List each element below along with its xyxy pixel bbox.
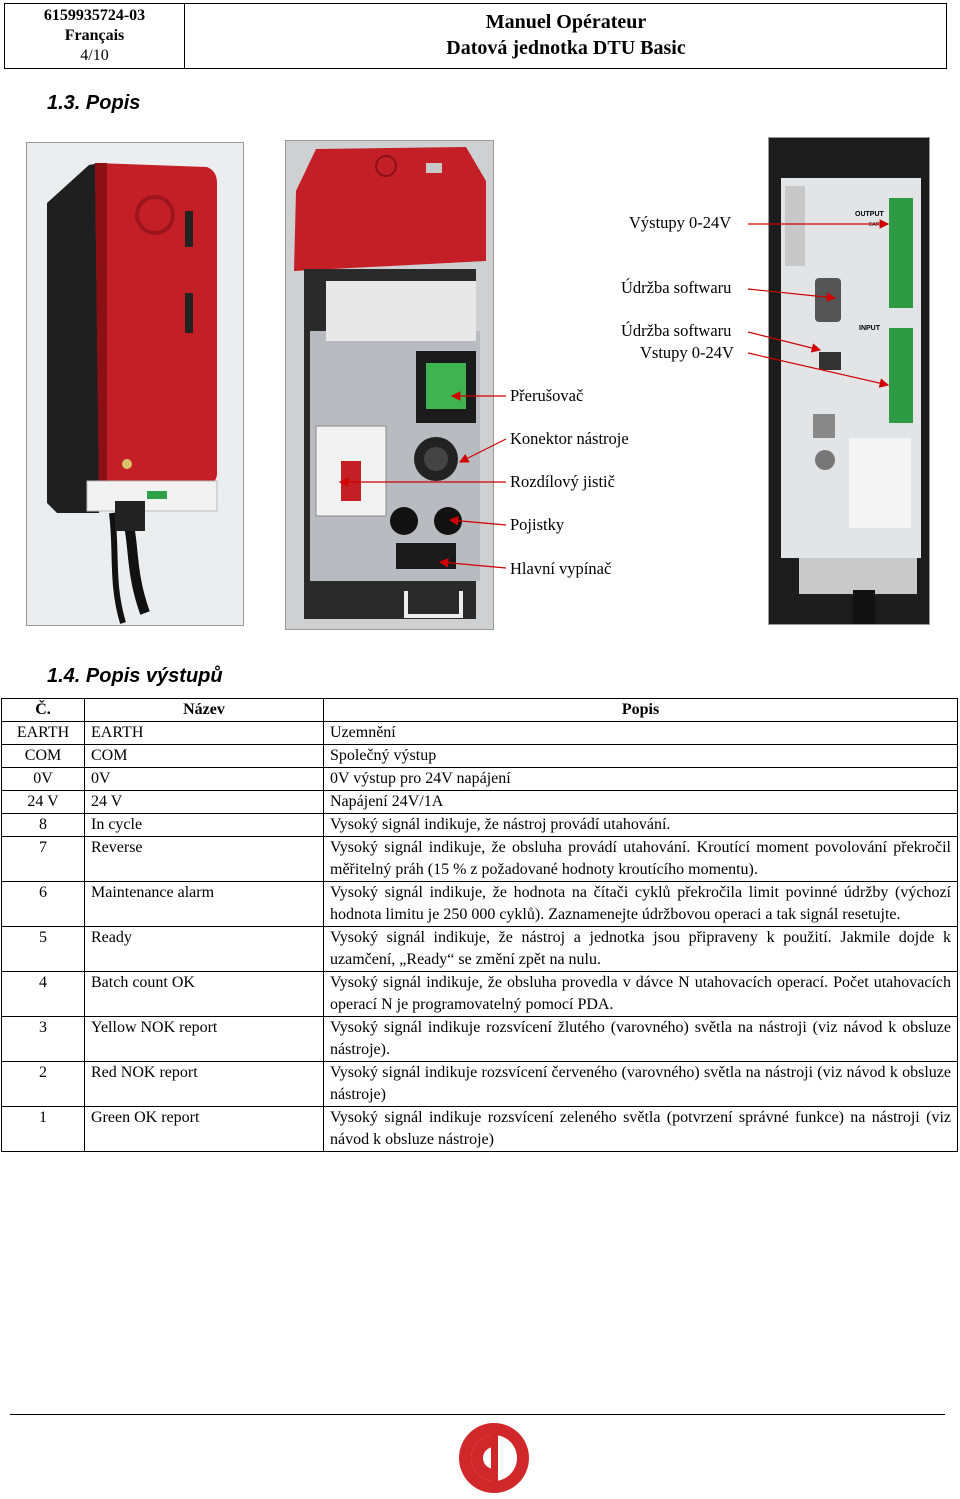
- page-number: 4/10: [80, 47, 109, 64]
- cell-name: Red NOK report: [85, 1062, 324, 1107]
- cell-number: 2: [2, 1062, 85, 1107]
- table-row: [2, 745, 958, 768]
- callout-tool-connector: Konektor nástroje: [510, 429, 629, 448]
- table-row: [2, 768, 958, 791]
- cell-description: Vysoký signál indikuje rozsvícení červeného (varovného) světla na nástroji (viz návod k obsluze nástroje): [324, 1062, 958, 1107]
- cell-number: 4: [2, 972, 85, 1017]
- callout-main-switch: Hlavní vypínač: [510, 559, 612, 578]
- section-heading-1-4: 1.4. Popis výstupů: [47, 665, 223, 687]
- callout-rcd: Rozdílový jistič: [510, 472, 615, 491]
- cell-description: Uzemnění: [324, 722, 958, 745]
- table-row: [2, 972, 958, 1017]
- table-row: [2, 722, 958, 745]
- doc-number: 6159935724-03: [43, 7, 146, 24]
- cell-number: 7: [2, 837, 85, 882]
- cell-description: Vysoký signál indikuje, že nástroj a jednotka jsou připraveny k použití. Jakmile dojde k uzamčení, „Ready“ se změní zpět na nulu.: [324, 927, 958, 972]
- cell-name: 24 V: [85, 791, 324, 814]
- cell-number: COM: [2, 745, 85, 768]
- cell-description: Napájení 24V/1A: [324, 791, 958, 814]
- cell-name: EARTH: [85, 722, 324, 745]
- callout-fuses: Pojistky: [510, 515, 565, 534]
- outputs-table: [1, 698, 958, 1152]
- col-header-name: Název: [85, 699, 324, 722]
- cell-description: 0V výstup pro 24V napájení: [324, 768, 958, 791]
- cell-number: 6: [2, 882, 85, 927]
- table-row: [2, 791, 958, 814]
- col-header-number: Č.: [2, 699, 85, 722]
- cell-number: 5: [2, 927, 85, 972]
- section-heading-1-3: 1.3. Popis: [47, 92, 141, 114]
- panel-earth-label: EARTH: [869, 222, 886, 228]
- cell-description: Vysoký signál indikuje, že hodnota na čítači cyklů překročila limit povinné údržby (výchozí hodnota limitu je 250 000 cyklů). Zaznamenejte údržbovou operaci a tak signál resetujte.: [324, 882, 958, 927]
- table-row: [2, 1062, 958, 1107]
- cell-number: 8: [2, 814, 85, 837]
- doc-subtitle: Datová jednotka DTU Basic: [446, 37, 686, 59]
- cell-description: Vysoký signál indikuje, že obsluha provedla v dávce N utahovacích operací. Počet utahovacích operací N je programovatelný pomocí PDA.: [324, 972, 958, 1017]
- cell-name: Yellow NOK report: [85, 1017, 324, 1062]
- cell-number: 24 V: [2, 791, 85, 814]
- callout-software-maintenance-2: Údržba softwaru: [621, 321, 732, 340]
- cell-name: COM: [85, 745, 324, 768]
- table-row: [2, 927, 958, 972]
- doc-title: Manuel Opérateur: [485, 11, 647, 33]
- cell-name: In cycle: [85, 814, 324, 837]
- panel-input-label: INPUT: [859, 325, 880, 332]
- table-row: [2, 814, 958, 837]
- cell-description: Společný výstup: [324, 745, 958, 768]
- table-row: [2, 1107, 958, 1152]
- table-row: [2, 837, 958, 882]
- cell-name: Ready: [85, 927, 324, 972]
- col-header-description: Popis: [324, 699, 958, 722]
- cell-name: Reverse: [85, 837, 324, 882]
- cell-number: EARTH: [2, 722, 85, 745]
- table-row: [2, 882, 958, 927]
- cell-name: Batch count OK: [85, 972, 324, 1017]
- table-header-row: [2, 699, 958, 722]
- cell-name: Maintenance alarm: [85, 882, 324, 927]
- panel-output-label: OUTPUT: [855, 211, 884, 218]
- callout-software-maintenance-1: Údržba softwaru: [621, 278, 732, 297]
- table-row: [2, 1017, 958, 1062]
- callout-inputs: Vstupy 0-24V: [640, 343, 734, 362]
- callout-arrows: [0, 0, 960, 700]
- cell-number: 0V: [2, 768, 85, 791]
- cell-description: Vysoký signál indikuje, že nástroj provádí utahování.: [324, 814, 958, 837]
- cell-description: Vysoký signál indikuje, že obsluha provádí utahování. Kroutící moment povolování překročil měřitelný práh (15 % z požadované hodnoty kroutícího momentu).: [324, 837, 958, 882]
- cell-number: 3: [2, 1017, 85, 1062]
- cell-number: 1: [2, 1107, 85, 1152]
- cell-description: Vysoký signál indikuje rozsvícení žlutého (varovného) světla na nástroji (viz návod k obsluze nástroje).: [324, 1017, 958, 1062]
- footer-divider: [10, 1414, 945, 1415]
- cell-name: Green OK report: [85, 1107, 324, 1152]
- callout-outputs: Výstupy 0-24V: [629, 213, 732, 232]
- cell-name: 0V: [85, 768, 324, 791]
- cp-logo-icon: [458, 1422, 530, 1494]
- callout-breaker: Přerušovač: [510, 386, 584, 405]
- doc-language: Français: [64, 27, 125, 44]
- cell-description: Vysoký signál indikuje rozsvícení zeleného světla (potvrzení správné funkce) na nástroji (viz návod k obsluze nástroje): [324, 1107, 958, 1152]
